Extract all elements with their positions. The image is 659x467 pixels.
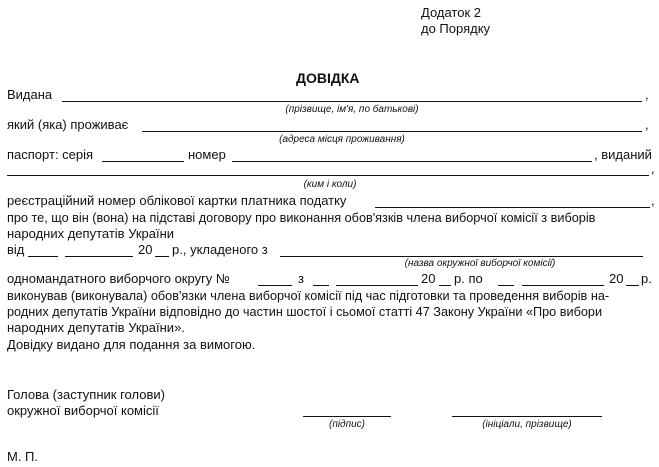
caption-full-name: (прізвище, ім'я, по батькові) [285, 104, 419, 115]
passport-number-label: номер [188, 147, 226, 162]
residence-label: який (яка) проживає [7, 117, 129, 132]
issued-by-label: , виданий [594, 147, 652, 162]
tax-id-label: реєстраційний номер облікової картки платника податку [7, 193, 347, 208]
district-label: одномандатного виборчого округу № [7, 271, 230, 286]
from-date-label: з [298, 271, 304, 286]
paragraph-line: народних депутатів України [7, 226, 175, 241]
issued-label: Видана [7, 87, 53, 102]
paragraph-line: виконував (виконувала) обов'язки члена виборчої комісії під час підготовки та проведення виборів на- [7, 289, 610, 303]
appendix-order-label: до Порядку [421, 21, 491, 36]
paragraph-line: про те, що він (вона) на підставі договору про виконання обов'язків члена виборчої комісії з виборів [7, 211, 596, 225]
month-field-line[interactable] [65, 256, 133, 257]
address-field-line[interactable] [142, 131, 642, 132]
passport-series-field-line[interactable] [102, 161, 184, 162]
caption-initials-surname: (ініціали, прізвище) [482, 419, 572, 430]
passport-number-field-line[interactable] [232, 161, 592, 162]
caption-by-whom: (ким і коли) [303, 179, 357, 190]
passport-series-label: паспорт: серія [7, 147, 94, 162]
stamp-place-label: М. П. [7, 449, 39, 464]
to-date-label: р. по [454, 271, 483, 286]
residence-comma: , [645, 117, 649, 132]
year-prefix: 20 [609, 271, 624, 286]
initials-field-line[interactable] [452, 416, 602, 417]
issued-by-comma: , [651, 161, 655, 176]
paragraph-line: родних депутатів України відповідно до частин шостої і сьомої статті 47 Закону України «Про вибори [7, 305, 603, 319]
from-month-field-line[interactable] [336, 285, 418, 286]
document-title: ДОВІДКА [296, 70, 360, 86]
year-field-line[interactable] [626, 285, 639, 286]
year-field-line[interactable] [155, 256, 169, 257]
commission-name-field-line[interactable] [280, 256, 643, 257]
issued-comma: , [645, 87, 649, 102]
appendix-label: Додаток 2 [421, 5, 481, 20]
signature-field-line[interactable] [303, 416, 391, 417]
year-field-line[interactable] [439, 285, 451, 286]
year-prefix: 20 [138, 242, 153, 257]
name-field-line[interactable] [62, 101, 642, 102]
caption-address: (адреса місця проживання) [279, 134, 405, 145]
caption-commission-name: (назва окружної виборчої комісії) [404, 258, 556, 269]
paragraph-line: народних депутатів України». [7, 320, 185, 335]
from-day-field-line[interactable] [313, 285, 329, 286]
year-suffix: р. [641, 271, 652, 286]
tax-id-comma: , [651, 193, 655, 208]
head-title-line: окружної виборчої комісії [7, 403, 159, 418]
contract-with-label: р., укладеного з [172, 242, 268, 257]
from-label: від [7, 242, 25, 257]
tax-id-field-line[interactable] [375, 207, 650, 208]
district-number-field-line[interactable] [258, 285, 292, 286]
to-month-field-line[interactable] [522, 285, 604, 286]
issued-for-note: Довідку видано для подання за вимогою. [7, 337, 256, 352]
caption-signature: (підпис) [329, 419, 365, 430]
issued-by-field-line[interactable] [7, 175, 649, 176]
head-title-line: Голова (заступник голови) [7, 387, 165, 402]
year-prefix: 20 [421, 271, 436, 286]
day-field-line[interactable] [28, 256, 58, 257]
to-day-field-line[interactable] [498, 285, 514, 286]
